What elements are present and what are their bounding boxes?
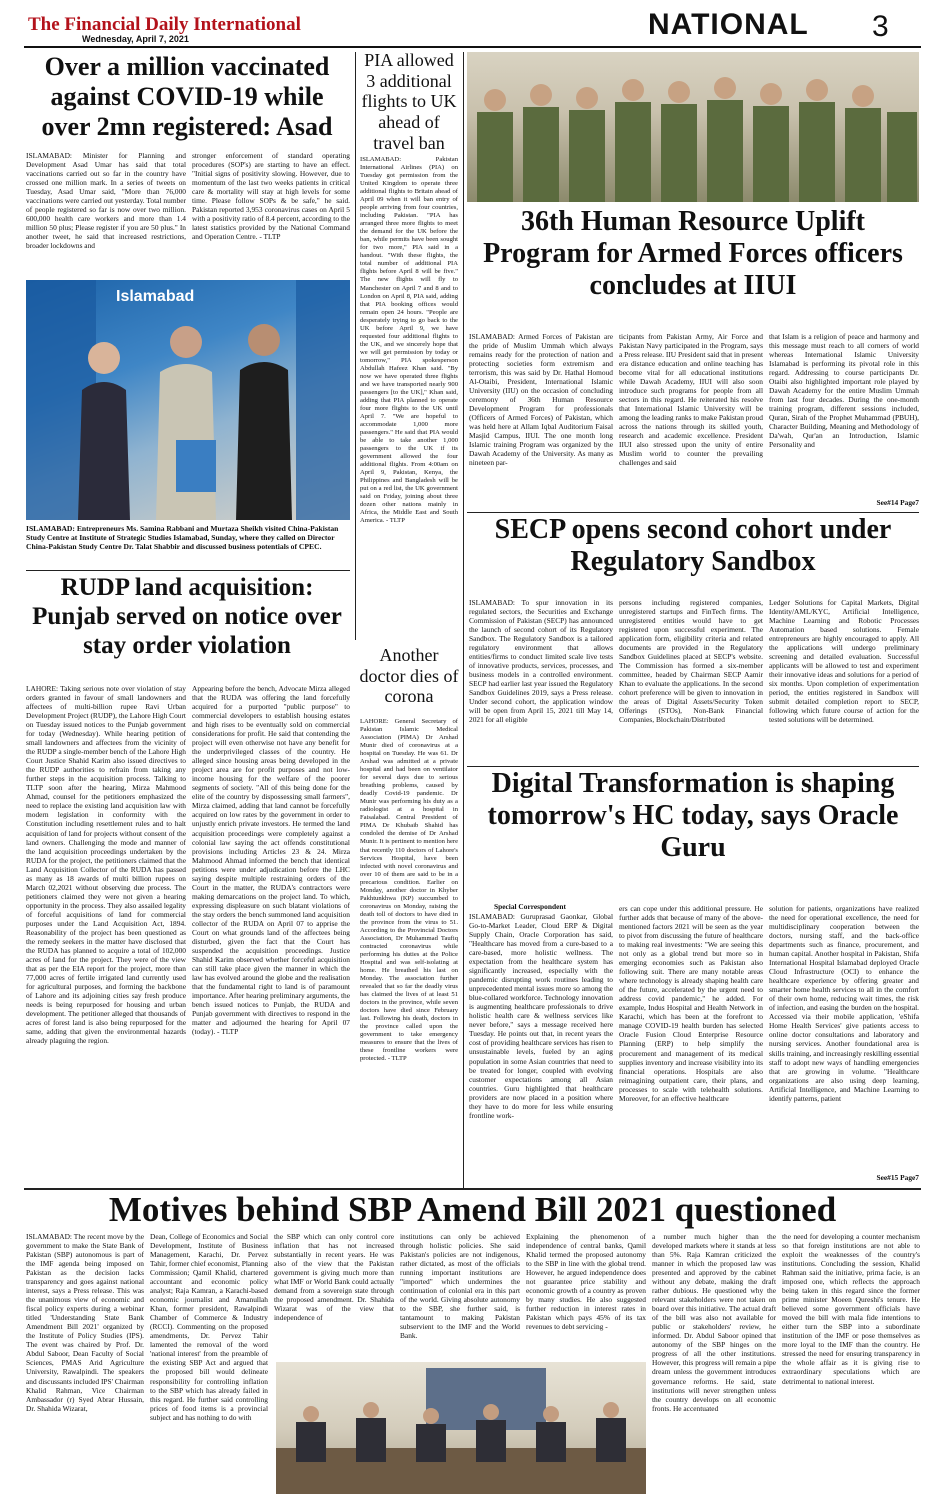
masthead-rule xyxy=(24,46,921,48)
sbp-col5: Explaining the phenomenon of independence of central banks, Qamil Khalid termed the proposed autonomy to the SBP in line with the global trend. However, he argued independence does not guarantee price stability and economic growth of a country as proven by many studies. He also suggested further reduction in interest rates in Pakistan which pays 45% of its tax revenues to debt servicing - xyxy=(526,1232,646,1332)
sbp-col6: a number much higher than the developed markets where it stands at less than 5%. Raja Kamran criticized the manner in which the proposed law was presented and approved by the cabinet without any debate, making the draft rather dubious. He questioned why the relevant stakeholders were not taken on board over this initiative. The actual draft of the bill was also not available for public or stakeholders' review, he informed. Dr. Abdul Saboor opined that autonomy of the SBP hinges on the progress of all the other institutions. However, this progress will remain a pipe dream unless the government introduces governance reforms. He said, state institutions will never strengthen unless the country develops on all economic fronts. He accentuated xyxy=(652,1232,776,1413)
secp-top-rule xyxy=(467,512,919,513)
group-illustration xyxy=(467,52,919,202)
people-illustration xyxy=(26,280,350,520)
secp-col1: ISLAMABAD: To spur innovation in its regulated sectors, the Securities and Exchange Commission of Pakistan (SECP) has announced the launch of second cohort of its Regulatory Sandbox. The Regulatory Sandbox is a tailored regulatory environment that allows entities/firms to conduct limited scale live tests of innovative products, services, processes, and business models in a controlled environment. SECP had earlier last year issued the Regulatory Sandbox Guidelines 2019, says a Press release. Under second cohort, the application window will be open from April 15, 2021 till May 14, 2021 for all eligible xyxy=(469,598,613,725)
sbp-col1: ISLAMABAD: The recent move by the government to make the State Bank of Pakistan (SBP) autonomous is part of the IMF agenda being imposed on Pakistan as the decision lacks transparency and goes against national interest, says a Press release. This was the unanimous view of economic and fiscal policy experts during a webinar titled 'Understanding State Bank Amendment Bill 2021' organized by the Institute of Policy Studies (IPS). The event was chaired by Prof. Dr. Abdul Saboor, Dean Faculty of Social Sciences, PMAS Arid Agriculture University, Rawalpindi. The speakers and discussants included IPS' Chairman Khalid Rahman, Vice Chairman Ambassador (r) Syed Abrar Hussain, Dr. Shahida Wizarat, xyxy=(26,1232,144,1413)
rudp-headline: RUDP land acquisition: Punjab served on notice over stay order violation xyxy=(32,574,342,659)
oracle-byline: Special Correspondent xyxy=(494,902,566,911)
photo-backdrop-text: Islamabad xyxy=(116,288,195,305)
oracle-col1: ISLAMABAD: Guruprasad Gaonkar, Global Go-to-Market Leader, Cloud ERP & Digital Supply Chain, Oracle Corporation has said, "Healthcare has moved from a cure-based to a care-based, more holistic wellness. The expectation from the healthcare system has significantly increased, especially with the pandemic disrupting work routines leading to unprecedented mental issues more so among the blue-collared workforce. Technology innovation is augmenting healthcare professionals to drive holistic health care & wellness services like never before," says a message received here Tuesday. He points out that, in recent years the cost of providing healthcare services has risen to unsustainable levels, fueled by an aging population in some Asian countries that need to be treated for longer, coupled with evolving customer expectations among all Asian countries. Guru highlighted that healthcare providers are now placed in a position where they have to do more for less while ensuring frontline work- xyxy=(469,912,613,1120)
oracle-top-rule xyxy=(467,766,919,767)
oracle-col2: ers can cope under this additional pressure. He further adds that because of many of the above-mentioned factors 2021 will be seen as the year to pivot from discussing the future of healthcare to making real investments: "We are seeing this not only as a global trend but more so in emerging economies such as Pakistan also following suit. There are many notable areas where technology is already shaping health care of the future, accelerated by the urgent need to address covid pandemic," he added. For example, Indus Hospital and Health Network in Karachi, which has been at the forefront to manage COVID-19 health burden has selected Oracle Fusion Cloud Enterprise Resource Planning (ERP) to help simplify the procurement and management of its medical supplies inventory and increase visibility into its financial operations. Hospitals are also reimagining outpatient care, their plans, and processes to scale with telehealth solutions. Moreover, for an effective healthcare xyxy=(619,904,763,1103)
sbp-col4: institutions can only be achieved through holistic policies. She said Pakistan's policies are not indigenous, rather dictated, as most of the officials running important institutions are "imported" which undermines the continuation of colonial era in this part of the world. Giving absolute autonomy to the SBP, she further said, is tantamount to making Pakistan subservient to the IMF and the World Bank. xyxy=(400,1232,520,1341)
oracle-headline: Digital Transformation is shaping tomorrow's HC today, says Oracle Guru xyxy=(487,768,899,864)
pia-body: ISLAMABAD: Pakistan International Airlines (PIA) on Tuesday got permission from the United Kingdom to operate three additional flights to Britain ahead of April 09 when it will ban entry of people arriving from four countries, including Pakistan. "PIA has arranged three more flights to meet the demand for the UK before the ban, while permits have been sought for two more," PIA said in a handout. "With these flights, the total number of additional PIA flights before April 8 will be five." The new flights will fly to Manchester on April 7 and 8 and to London on April 8, PIA said, adding that PIA booking offices would remain open 24 hours. "People are desperately trying to go back to the UK before April 9, we have requested four additional flights to the UK, and we sincerely hope that we will get permission by today or tomorrow," PIA spokesperson Abdullah Hafeez Khan said. "By now we have operated three flights and we have transported nearly 900 passengers [to the UK]," Khan said, adding that PIA planned to operate four more flights to the UK until April 7. "We are hopeful to accommodate 1,000 more passengers." He said that PIA would be able to take another 1,000 passengers to the UK if its government allowed the four additional flights. From 4:00am on April 9, Pakistan, Kenya, the Philippines and Bangladesh will be put on a red list, the UK government said on Friday, joining about three dozen other nations mainly in Africa, the Middle East and South America. - TLTP xyxy=(360,156,458,525)
oracle-col3: solution for patients, organizations have realized the need for operational excellence, the need for multidisciplinary cooperation between the doctors, nursing staff, and the back-office departments such as finance, procurement, and human capital. Another hospital in Pakistan, Shifa International Hospital Islamabad deployed Oracle Cloud Infrastructure (OCI) to enhance the healthcare experience by offering greater and smarter home health services to all in the comfort of their own home, reducing wait times, the risk of infection, and easing the burden on the hospital. Accessed via their mobile application, 'eShifa Home Health Services' give patients access to online doctor consultations and laboratory and nursing services. Another foundational area is skills training, and increasingly reskilling essential staff to adopt new ways of handling emergencies that are growing in volume. "Healthcare organizations are also using deep learning, Artificial Intelligence, and Machine Learning to identify patterns, patient xyxy=(769,904,919,1103)
armed-forces-photo xyxy=(467,52,919,202)
vaccinated-col1: ISLAMABAD: Minister for Planning and Development Asad Umar has said that total vaccinations carried out so far in the country have crossed one million mark. In a series of tweets on Tuesday, Asad Umar said, "More than 76,000 vaccinations were carried out yesterday. Total number of people registered so far is now over two million. 600,000 health care workers and more than 1.4 million 50 plus; Please register if you are 50 plus." In another tweet, he said that increased restrictions, broader lockdowns and xyxy=(26,151,186,251)
corona-headline: Another doctor dies of corona xyxy=(359,645,459,707)
vaccinated-col2: stronger enforcement of standard operating procedures (SOP's) are starting to have an effect. "Initial signs of positivity slowing. However, due to momentum of the last two weeks patients in critical care & mortality will stay at high levels for some time. Please follow SOPs & be safe," he said. Pakistan reported 3,953 coronavirus cases on April 5 with a positivity ratio of 8.4 percent, according to the latest statistics provided by the National Command and Operation Centre. - TLTP xyxy=(192,151,350,242)
hr-col2: ticipants from Pakistan Army, Air Force and Pakistan Navy participated in the Program, says a Press release. IIU President said that in present era distance education and online teaching has become vital for all educational institutions while Dawah Academy, IIUI will also soon introduce such programs for people from all sectors in this regard. He reiterated his resolve that International Islamic University will be among the leading ranks to make Pakistan proud across the nations through its skilled youth, research and academic excellence. President IIUI also stressed upon the unity of entire Muslim world to counter the prevailing challenges and said xyxy=(619,332,763,468)
sbp-col3: the SBP which can only control core inflation that has not increased substantially in recent years. He was also of the view that the Pakistan government is giving much more than what IMF or World Bank could actually demand from a sovereign state through the proposed amendment. Dr. Shahida Wizarat was of the view that independence of xyxy=(274,1232,394,1323)
secp-col2: persons including registered companies, unregistered startups and FinTech firms. The unregistered entities would have to get registered upon successful experiment. The application form, eligibility criteria and related documents are provided in the Regulatory Sandbox Guidelines placed at SECP's website. The Commission has formed a six-member committee, headed by Chairman SECP Aamir Khan to evaluate the applications. In the second cohort preference will be given to innovation in the areas of Digital Assets/Security Token Offerings (STOs), Non-Bank Financial Companies, Blockchain/Distributed xyxy=(619,598,763,725)
sbp-headline: Motives behind SBP Amend Bill 2021 questioned xyxy=(108,1190,837,1229)
column-divider xyxy=(463,52,464,1188)
page-number: 3 xyxy=(872,10,889,43)
sbp-col7: the need for developing a counter mechanism so that foreign institutions are not able to exploit the weaknesses of the country's institutions. Concluding the session, Khalid Rahman said the initiative, prima facie, is an imposed one, which reflects the approach being taken in this regard since the former prime minister Moeen Qureshi's tenure. He believed some government officials have moved the bill with mala fide intentions to either turn the SBP into a subordinate institution of the IMF or pose themselves as more loyal to the IMF than the country. He stressed the need for ensuring transparency in the whole affair as it is giving rise to extraordinary speculations which are detrimental to national interest. xyxy=(782,1232,920,1386)
cpec-photo-caption: ISLAMABAD: Entrepreneurs Ms. Samina Rabbani and Murtaza Sheikh visited China-Pakistan Study Centre at Institute of Strategic Studies Islamabad, Sunday, where they called on Director China-Pakistan Study Centre Dr. Talat Shabbir and discussed business potentials of CPEC. xyxy=(26,524,339,552)
vaccinated-headline: Over a million vaccinated against COVID-19 while over 2mn registered: Asad xyxy=(41,52,333,141)
sbp-col2: Dean, College of Economics and Social Development, Institute of Business Management, Karachi, Dr. Pervez Tahir, former chief economist, Planning Commission; Qamil Khalid, chartered accountant and economic policy analyst; Raja Kamran, a Karachi-based economic journalist and Amanullah Khan, former president, Rawalpindi Chamber of Commerce & Industry (RCCI). Commenting on the proposed amendments, Dr. Pervez Tahir lamented the removal of the word 'national interest' from the preamble of the existing SBP Act and argued that the proposed bill would delineate responsibility for controlling inflation to the SBP which has already failed in this regard. He further said controlling prices of food items is a provincial subject and has nothing to do with xyxy=(150,1232,268,1422)
edition-date: Wednesday, April 7, 2021 xyxy=(82,34,189,44)
cpec-meeting-photo xyxy=(26,280,350,520)
rudp-top-rule xyxy=(26,570,350,571)
oracle-continuation: See#15 Page7 xyxy=(876,1173,919,1182)
conference-illustration xyxy=(276,1362,646,1494)
secp-col3: Ledger Solutions for Capital Markets, Digital Identity/AML/KYC, Artificial Intelligence, Machine Learning and Robotic Processes Automation based solutions. Female entrepreneurs are highly encouraged to apply. All the applications will undergo preliminary screening and detailed evaluation. Successful applicants will be allowed to test and experiment their innovative ideas and solutions for a period of six months. Upon completion of experimentation period, the entities registered in Sandbox will submit detailed completion report to SECP, following which future course of action for the tested solutions will be determined. xyxy=(769,598,919,725)
hr-col3: that Islam is a religion of peace and harmony and this message must reach to all corners of world whereas International Islamic University Islamabad is performing its pivotal role in this regard. Addressing to course participants Dr. Otaibi also highlighted important role played by Dawah Academy for the entire Muslim Ummah from last four decades. During the one-month training program, different sessions included, Quran, Sirah of the Prophet Muhammad (PBUH), Character Building, Meaning and Methodology of Da'wah, Qur'an an Introduction, Islamic Personality and xyxy=(769,332,919,450)
newspaper-title: The Financial Daily International xyxy=(28,14,301,35)
hr-continuation: See#14 Page7 xyxy=(876,498,919,507)
section-name: NATIONAL xyxy=(648,8,809,41)
hr-headline: 36th Human Resource Uplift Program for Armed Forces officers concludes at IIUI xyxy=(483,206,903,302)
webinar-photo xyxy=(276,1362,646,1494)
hr-col1: ISLAMABAD: Armed Forces of Pakistan are the pride of Muslim Ummah which always remains ready for the protection of nation and protecting societies form extremism and terrorism, this was said by Dr. Hathal Homoud Al-Otaibi, President, International Islamic University (IIU) on the occasion of concluding ceremony of 36th Human Resource Development Program for professionals (Officers of Armed Forces) of Pakistan, which was held here at Allam Iqbal Auditorium Faisal Masjid Campus, IIUI. The one month long Islamic training Program was organized by the Dawah Academy of the University. As many as nineteen par- xyxy=(469,332,613,468)
rudp-col2: Appearing before the bench, Advocate Mirza alleged that the RUDA was offering the land forcefully acquired for a purported "public purpose" to commercial developers to establish housing estates and high rises to be eventually sold on commercial considerations for profit. He said that contending the project will even otherwise not have any benefit for the underprivileged classes of the country. He alleged since housing areas being developed in the project area are for profit purposes and not low-income housing for the welfare of the poorer segments of society. "All of this being done for the elite of the country by dispossessing small farmers", Mirza claimed, adding that land cannot be forcefully acquired on low rates by the government in order to unjustly enrich private investors. He termed the land acquisition proceedings were completely against a colonial law saying the act offends constitutional provisions including Articles 23 & 24. Mirza Mahmood Ahmad informed the bench that identical petitions were under adjudication before the LHC saying despite multiple restraining orders of the Court in the matter, the RUDA's contractors were making demarcations on the project land. To which, expressing displeasure on such blatant violations of the stay orders the bench summoned land acquisition collector of the RUDA on April 07 to apprise the Court on what grounds land of the affectees being disturbed, given the fact that the Court has suspended the acquisition proceedings. Justice Shahid Karim observed whether forceful acquisition can still take place given the manner in which the law has evolved around the globe and the realisation that the fundamental right to land is of paramount importance. After hearing preliminary arguments, the bench issued notices to Punjab, the RUDA and Punjab government with directives to respond in the matter and adjourned the hearing for April 07 (today). - TLTP xyxy=(192,684,350,1037)
corona-body: LAHORE: General Secretary of Pakistan Islamic Medical Association (PIMA) Dr Arshad Munir died of coronavirus at a hospital on Tuesday. He was 61. Dr Arshad was admitted at a private hospital and had been on ventilator for several days due to serious breathing problems, caused by deadly Covid-19 pandemic. Dr Munir was performing his duty as a radiologist at a hospital in Faisalabad. Central President of PIMA Dr Khubaib Shahid has condoled the demise of Dr Arshad Munir. It is pertinent to mention here that recently 110 doctors of Lahore's Services Hospital, have been infected with novel coronavirus and over 10 of them are said to be in a precarious condition. Earlier on Monday, another doctor in Khyber Pakhtunkhwa (KP) succumbed to coronavirus on Monday, raising the death toll of doctors to have died in the province from the virus to 51. According to the Provincial Doctors Association, Dr Muhammad Taufiq contracted coronavirus while performing his duties at the Police Hospital and was self-isolating at home. He breathed his last on Monday. The association further revealed that so far the deadly virus has claimed the lives of at least 51 doctors in the province, while seven doctors have died since February last. Following his death, doctors in the province called upon the government to take emergency measures to ensure that the lives of these frontline workers were protected. - TLTP xyxy=(360,718,458,1063)
secp-headline: SECP opens second cohort under Regulatory Sandbox xyxy=(494,514,892,578)
column-divider xyxy=(355,52,356,640)
rudp-col1: LAHORE: Taking serious note over violation of stay orders granted in favour of small landowners and affectees of multi-billion rupee Ravi Urban Development Project (RUDP), the Lahore High Court on Tuesday issued notices to the Punjab government for today (Wednesday). While hearing petition of small landowners and affectees from the vicinity of the RUDP a single-member bench of the Lahore High Court Justice Shahid Karim also issued directives to the RUDP authorities to refrain from taking any further steps in the acquisition process. Talking to TLTP soon after the hearing, Mirza Mahmood Ahmad, counsel for the petitioners emphasized the need to replace the existing land acquisition law with modern legislation in conformity with the Constitution including resettlement rules and to halt acquisition of land for projects without consent of the land owners. Challenging the mode and manner of the land acquisition proceedings undertaken by the RUDA for the project, the petitioners claimed that the Land Acquisition Collector of the RUDA has passed as many as 18 awards of multi billion rupees on March 02,2021 without observing due process. The petitioners claimed they were not given a hearing opportunity in the process. They also assailed legality of forceful acquisitions of land for commercial purposes under the Land Acquisition Act, 1894. Reasonability of the project has been questioned as the remedy seekers in the matter have disclosed that the RUDA has planned to acquire a total of 102,000 acres of land for the project. They were of the view that as per the EIA report for the project, more than 77,000 acres of fertile irrigated land currently used for agricultural purposes, and forming the backbone of Lahore and its adjoining cities say fresh produce needs is being repurposed for housing and urban development. The petitioner alleged that thousands of acres of forest land is also being repurposed for the same, adding that given the environmental hazards already plaguing the region. xyxy=(26,684,186,1046)
pia-headline: PIA allowed 3 additional flights to UK ahead of travel ban xyxy=(361,50,457,153)
